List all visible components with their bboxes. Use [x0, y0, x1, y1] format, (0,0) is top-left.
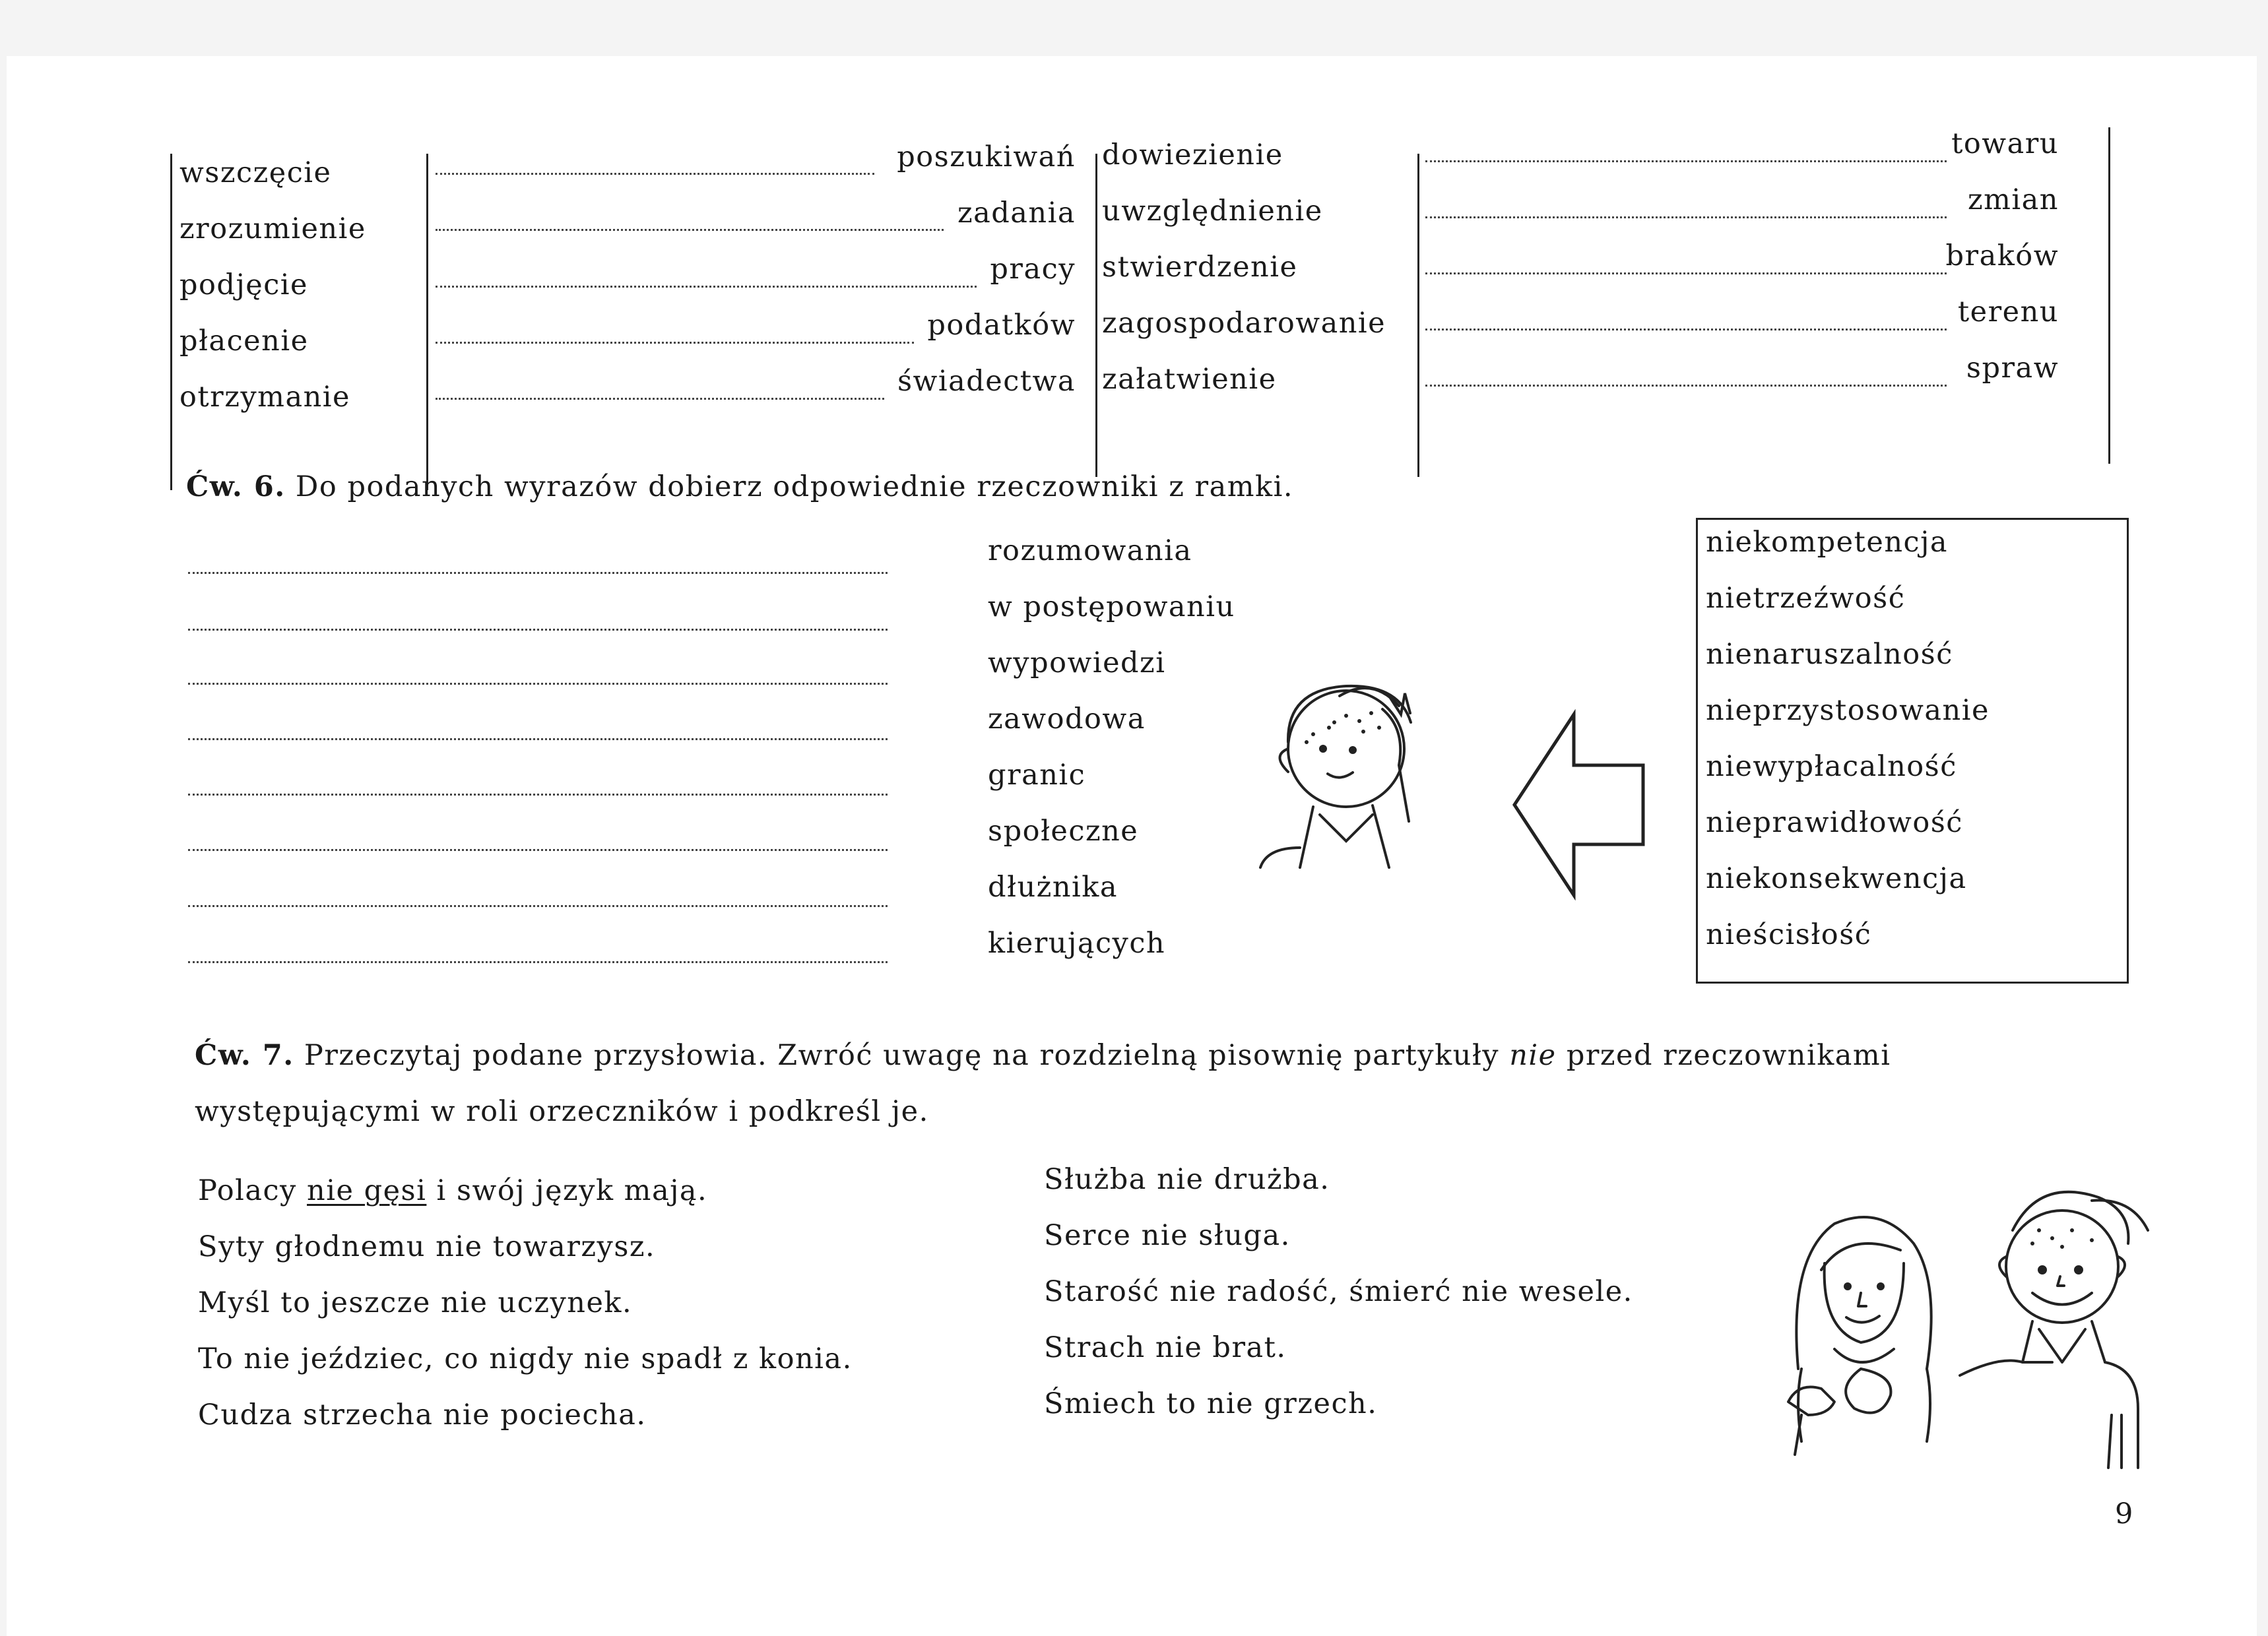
- answer-line[interactable]: [1425, 329, 1947, 330]
- answer-line[interactable]: [188, 683, 888, 685]
- proverb: Myśl to jeszcze nie uczynek.: [198, 1286, 633, 1319]
- proverb: Strach nie brat.: [1044, 1331, 1287, 1364]
- ex6-heading: [186, 470, 1293, 503]
- workbook-page: [7, 56, 2257, 1636]
- table-left-word: płacenie: [179, 325, 309, 358]
- page-number: 9: [2115, 1497, 2134, 1530]
- ex7-heading: [195, 1039, 1891, 1072]
- proverb: To nie jeździec, co nigdy nie spadł z konia.: [198, 1342, 853, 1375]
- table-left-target: zadania: [957, 197, 1076, 230]
- proverb: Cudza strzecha nie pociecha.: [198, 1399, 647, 1432]
- table-right-word: uwzględnienie: [1102, 195, 1323, 228]
- ex7-instruction-nie: nie: [1509, 1039, 1557, 1072]
- table-left-target: poszukiwań: [897, 141, 1076, 173]
- table-left-word: wszczęcie: [179, 156, 332, 189]
- answer-line[interactable]: [436, 342, 914, 344]
- answer-line[interactable]: [1425, 216, 1947, 218]
- table-right-target: terenu: [1957, 296, 2059, 329]
- proverb: Starość nie radość, śmierć nie wesele.: [1044, 1275, 1633, 1308]
- word-box-item: niekompetencja: [1706, 526, 1949, 559]
- ex6-word: granic: [988, 759, 1086, 792]
- ex7-label: Ćw. 7.: [195, 1039, 294, 1072]
- answer-line[interactable]: [436, 173, 874, 175]
- table-right-target: zmian: [1967, 183, 2059, 216]
- children-illustration: [1762, 1151, 2158, 1468]
- ex6-word: w postępowaniu: [988, 590, 1235, 623]
- proverb: Serce nie sługa.: [1044, 1219, 1291, 1252]
- proverb-end: i swój język mają.: [436, 1174, 708, 1207]
- answer-line[interactable]: [188, 961, 888, 963]
- ex6-word: zawodowa: [988, 703, 1146, 736]
- proverb: [198, 1174, 707, 1207]
- table-divider-1: [426, 154, 428, 490]
- answer-line[interactable]: [1425, 385, 1947, 387]
- table-left-border: [170, 154, 172, 490]
- word-box-item: niekonsekwencja: [1706, 862, 1967, 895]
- table-divider-2: [1095, 154, 1097, 477]
- answer-line[interactable]: [436, 229, 944, 231]
- table-left-word: otrzymanie: [179, 381, 350, 414]
- proverb: Służba nie drużba.: [1044, 1163, 1330, 1196]
- table-right-word: dowiezienie: [1102, 139, 1283, 172]
- answer-line[interactable]: [188, 629, 888, 631]
- ex6-instruction: Do podanych wyrazów dobierz odpowiednie rzeczowniki z ramki.: [295, 470, 1293, 503]
- table-right-target: braków: [1945, 239, 2059, 272]
- ex6-word: wypowiedzi: [988, 646, 1166, 679]
- table-right-word: stwierdzenie: [1102, 251, 1298, 284]
- table-right-target: towaru: [1951, 127, 2059, 160]
- ex7-instruction-part2: przed rzeczownikami: [1566, 1039, 1891, 1072]
- word-box-item: nieścisłość: [1706, 918, 1872, 951]
- table-right-target: spraw: [1966, 352, 2059, 385]
- table-left-target: podatków: [927, 309, 1076, 342]
- table-left-word: podjęcie: [179, 268, 309, 301]
- proverb-underlined-predicate: nie gęsi: [307, 1174, 427, 1207]
- word-box-item: nieprzystosowanie: [1706, 694, 1990, 727]
- ex7-instruction-part1: Przeczytaj podane przysłowia. Zwróć uwagę na rozdzielną pisownię partykuły: [304, 1039, 1500, 1072]
- answer-line[interactable]: [188, 849, 888, 851]
- ex7-instruction-line2: występującymi w roli orzeczników i podkreśl je.: [195, 1095, 929, 1128]
- table-left-target: pracy: [990, 253, 1076, 286]
- answer-line[interactable]: [1425, 160, 1947, 162]
- answer-line[interactable]: [188, 794, 888, 796]
- word-box-item: nienaruszalność: [1706, 638, 1953, 671]
- table-right-word: załatwienie: [1102, 363, 1277, 396]
- ex6-word: rozumowania: [988, 534, 1192, 567]
- table-left-word: zrozumienie: [179, 212, 366, 245]
- ex6-label: Ćw. 6.: [186, 470, 286, 503]
- answer-line[interactable]: [188, 738, 888, 740]
- ex6-word: społeczne: [988, 815, 1139, 848]
- proverb: Syty głodnemu nie towarzysz.: [198, 1230, 656, 1263]
- word-box-item: nietrzeźwość: [1706, 582, 1906, 615]
- proverb-start: Polacy: [198, 1174, 297, 1207]
- table-left-target: świadectwa: [897, 365, 1076, 398]
- answer-line[interactable]: [188, 905, 888, 907]
- ex6-word: dłużnika: [988, 871, 1118, 904]
- ex6-word: kierujących: [988, 927, 1166, 960]
- answer-line[interactable]: [1425, 272, 1947, 274]
- word-box-item: niewypłacalność: [1706, 750, 1957, 783]
- proverb: Śmiech to nie grzech.: [1044, 1387, 1378, 1420]
- answer-line[interactable]: [188, 572, 888, 574]
- arrow-left-icon: [1511, 709, 1656, 900]
- answer-line[interactable]: [436, 398, 884, 400]
- word-box-item: nieprawidłowość: [1706, 806, 1963, 839]
- table-right-border: [2108, 127, 2110, 464]
- boy-thinking-illustration: [1247, 650, 1472, 927]
- table-right-word: zagospodarowanie: [1102, 307, 1386, 340]
- table-divider-3: [1417, 154, 1419, 477]
- answer-line[interactable]: [436, 286, 977, 288]
